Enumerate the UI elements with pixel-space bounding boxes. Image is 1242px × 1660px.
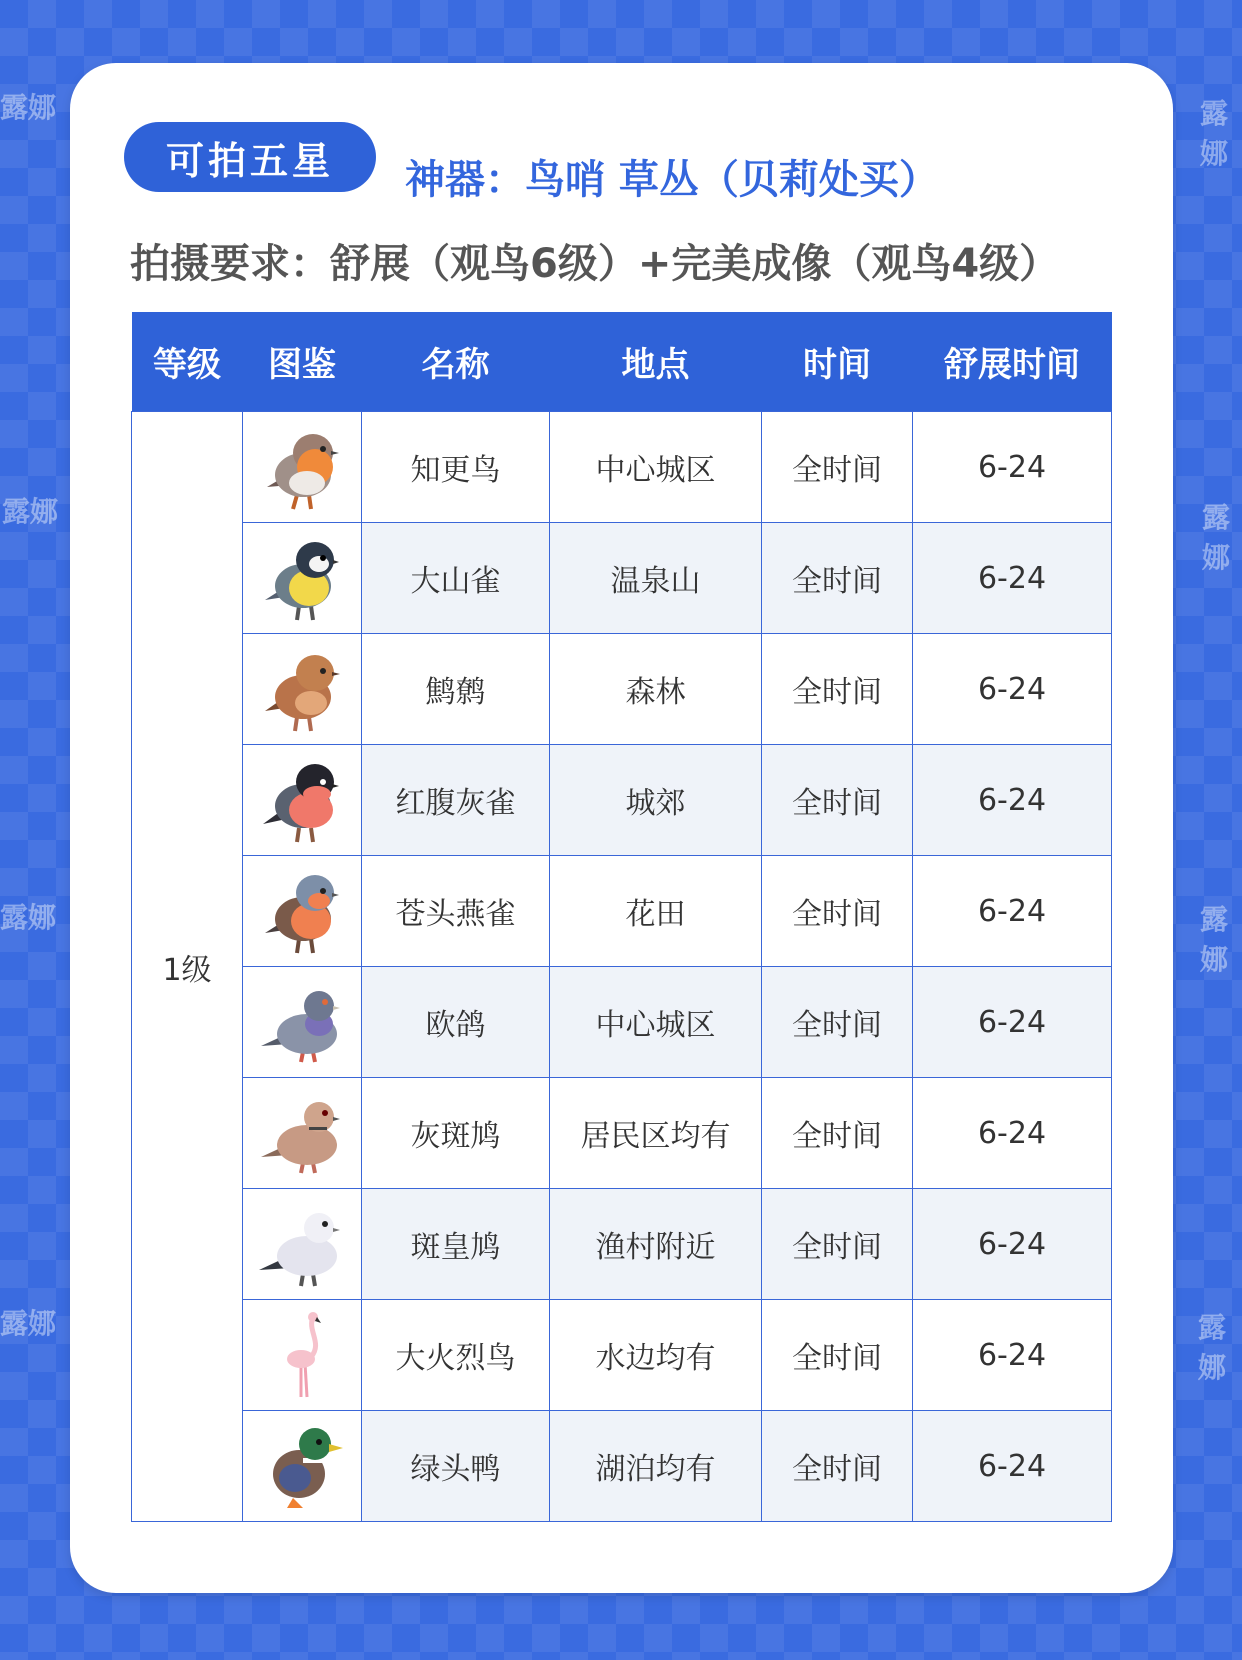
bird-location: 中心城区 [550,412,762,523]
bird-stretch-time: 6-24 [913,1078,1112,1189]
stock-dove-icon [243,967,362,1078]
bird-stretch-time: 6-24 [913,523,1112,634]
bird-location: 森林 [550,634,762,745]
header-time: 时间 [762,312,913,412]
table-row [132,634,1112,745]
table-row [132,745,1112,856]
bird-stretch-time: 6-24 [913,1411,1112,1522]
header-stretch-time: 舒展时间 [913,312,1112,412]
bird-time: 全时间 [762,856,913,967]
table-header-row [132,312,1112,412]
watermark: 露娜 [1202,501,1231,574]
chaffinch-icon [243,856,362,967]
watermark: 露娜 [1198,1311,1227,1384]
bird-stretch-time: 6-24 [913,412,1112,523]
watermark: 露娜 [0,1307,57,1340]
table-row [132,412,1112,523]
bird-name: 苍头燕雀 [362,856,550,967]
watermark: 露娜 [2,495,59,528]
bird-time: 全时间 [762,1078,913,1189]
watermark: 露娜 [1200,903,1229,976]
watermark: 露娜 [0,91,57,124]
bird-name: 欧鸽 [362,967,550,1078]
five-star-badge: 可拍五星 [124,122,376,192]
flamingo-icon [243,1300,362,1411]
bird-stretch-time: 6-24 [913,1300,1112,1411]
bird-location: 中心城区 [550,967,762,1078]
bird-time: 全时间 [762,745,913,856]
table-row [132,967,1112,1078]
shooting-requirement: 拍摄要求：舒展（观鸟6级）+完美成像（观鸟4级） [130,241,1060,287]
bird-time: 全时间 [762,1300,913,1411]
bird-name: 大火烈鸟 [362,1300,550,1411]
wren-icon [243,634,362,745]
header-name: 名称 [362,312,550,412]
bird-time: 全时间 [762,1189,913,1300]
bird-time: 全时间 [762,967,913,1078]
watermark: 露娜 [1200,97,1229,170]
bird-name: 鹪鹩 [362,634,550,745]
bird-location: 湖泊均有 [550,1411,762,1522]
bird-location: 居民区均有 [550,1078,762,1189]
header-illustration: 图鉴 [243,312,362,412]
table-row [132,1300,1112,1411]
bird-time: 全时间 [762,1411,913,1522]
table-row [132,523,1112,634]
bird-name: 知更鸟 [362,412,550,523]
watermark: 露娜 [0,901,57,934]
bird-time: 全时间 [762,412,913,523]
great-tit-icon [243,523,362,634]
table-row [132,1078,1112,1189]
bird-name: 红腹灰雀 [362,745,550,856]
table-row [132,856,1112,967]
pied-imperial-pigeon-icon [243,1189,362,1300]
bird-stretch-time: 6-24 [913,634,1112,745]
bird-location: 温泉山 [550,523,762,634]
bird-time: 全时间 [762,634,913,745]
bird-location: 城郊 [550,745,762,856]
bird-stretch-time: 6-24 [913,745,1112,856]
bird-table [131,312,1112,1522]
bird-stretch-time: 6-24 [913,1189,1112,1300]
mallard-icon [243,1411,362,1522]
table-row [132,1189,1112,1300]
bird-name: 斑皇鸠 [362,1189,550,1300]
bird-name: 大山雀 [362,523,550,634]
table-row [132,1411,1112,1522]
bird-name: 绿头鸭 [362,1411,550,1522]
bird-time: 全时间 [762,523,913,634]
level-cell: 1级 [132,412,243,1522]
bird-location: 渔村附近 [550,1189,762,1300]
header-level: 等级 [132,312,243,412]
collared-dove-icon [243,1078,362,1189]
bird-location: 花田 [550,856,762,967]
bullfinch-icon [243,745,362,856]
robin-icon [243,412,362,523]
bird-name: 灰斑鸠 [362,1078,550,1189]
artifact-note: 神器：鸟哨 草丛（贝莉处买） [405,157,939,203]
header-location: 地点 [550,312,762,412]
bird-stretch-time: 6-24 [913,967,1112,1078]
bird-stretch-time: 6-24 [913,856,1112,967]
bird-location: 水边均有 [550,1300,762,1411]
